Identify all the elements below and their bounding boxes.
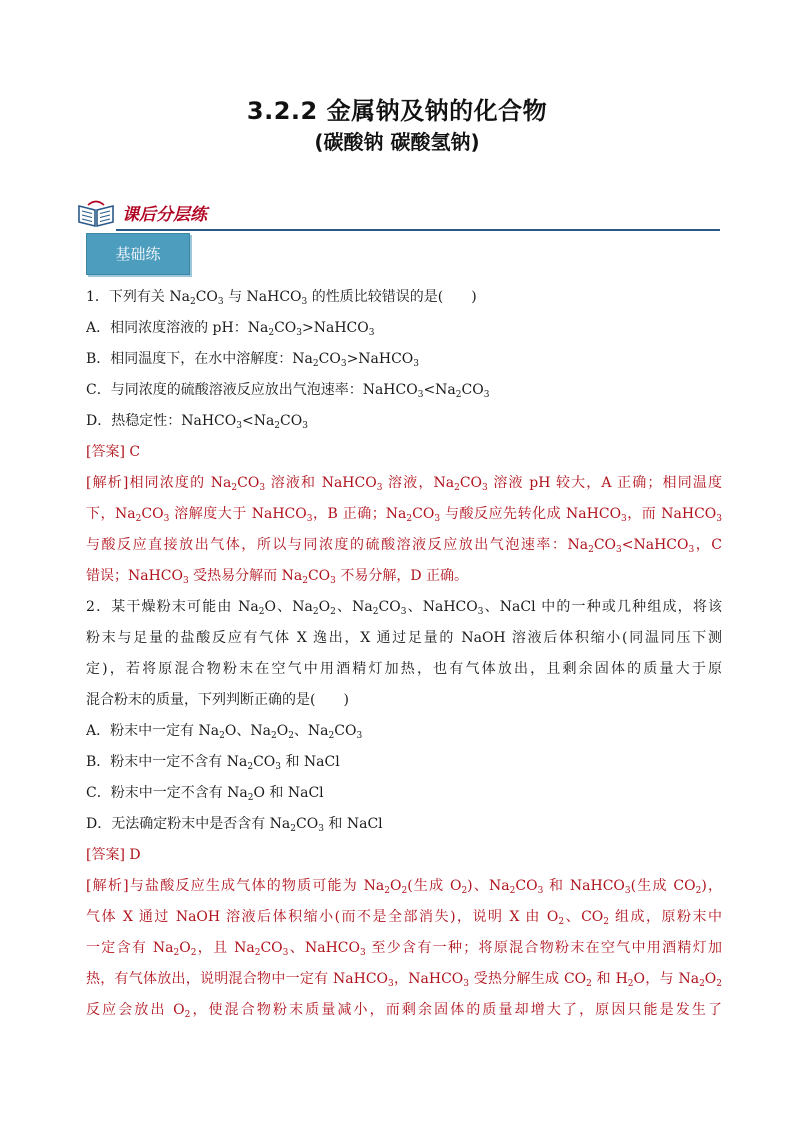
text-line: [答案] C xyxy=(86,444,141,460)
section-label: 课后分层练 xyxy=(122,205,207,225)
text-line: 与酸反应直接放出气体，所以与同浓度的硫酸溶液反应放出气泡速率：$Na_2CO_3<NaHCO_3$，C xyxy=(86,537,722,555)
text-line: [解析]相同浓度的 $Na_2CO_3$ 溶液和 NaHCO$_3$ 溶液，$Na_2CO_3$ 溶液 pH 较大，A 正确；相同温度 xyxy=(86,475,722,493)
text-line: 定)，若将原混合物粉末在空气中用酒精灯加热，也有气体放出，且剩余固体的质量大于原 xyxy=(86,661,722,677)
text-line: A．相同浓度溶液的 pH：$Na_2CO_3>NaHCO_3$ xyxy=(86,320,375,338)
text-line: 气体 X 通过 NaOH 溶液后体积缩小(而不是全部消失)，说明 X 由 $O_2$、$CO_2$ 组成，原粉末中 xyxy=(86,909,722,927)
text-line: [答案] D xyxy=(86,847,141,863)
text-line: 错误；NaHCO$_3$ 受热易分解而 $Na_2CO_3$ 不易分解，D 正确。 xyxy=(86,568,469,586)
text-line: D．热稳定性：$NaHCO_3<Na_2CO_3$ xyxy=(86,413,308,431)
text-line: C．粉末中一定不含有 $Na_2O$ 和 NaCl xyxy=(86,785,324,803)
text-line: 一定含有 $Na_2O_2$，且 $Na_2CO_3$、NaHCO$_3$ 至少含有一种；将原混合物粉末在空气中用酒精灯加 xyxy=(86,940,722,958)
text-line: B．粉末中一定不含有 $Na_2CO_3$ 和 NaCl xyxy=(86,754,340,772)
text-line: 热，有气体放出，说明混合物中一定有 NaHCO$_3$，NaHCO$_3$ 受热分解生成 $CO_2$ 和 $H_2O$，与 $Na_2O_2$ xyxy=(86,971,722,989)
text-line: 混合粉末的质量，下列判断正确的是( ) xyxy=(86,692,349,708)
text-line: 2．某干燥粉末可能由 $Na_2O$、$Na_2O_2$、$Na_2CO_3$、NaHCO$_3$、NaCl 中的一种或几种组成，将该 xyxy=(86,599,722,617)
text-line: 1．下列有关 $Na_2CO_3$ 与 NaHCO$_3$ 的性质比较错误的是( ) xyxy=(86,289,477,307)
text-line: 反应会放出 $O_2$，使混合物粉末质量减小，而剩余固体的质量却增大了，原因只能是发生了 xyxy=(86,1002,722,1020)
text-line: 下，$Na_2CO_3$ 溶解度大于 NaHCO$_3$，B 正确；$Na_2CO_3$ 与酸反应先转化成 NaHCO$_3$，而 NaHCO$_3$ xyxy=(86,506,722,524)
text-line: 粉末与足量的盐酸反应有气体 X 逸出，X 通过足量的 NaOH 溶液后体积缩小(同温同压下测 xyxy=(86,630,722,646)
header-divider xyxy=(116,229,720,231)
book-icon xyxy=(76,198,116,228)
text-line: C．与同浓度的硫酸溶液反应放出气泡速率：$NaHCO_3<Na_2CO_3$ xyxy=(86,382,490,400)
page-title: 3.2.2 金属钠及钠的化合物 xyxy=(246,97,548,125)
level-tab: 基础练 xyxy=(86,233,190,275)
question-content xyxy=(86,282,722,1026)
section-header xyxy=(76,196,720,236)
text-line: D．无法确定粉末中是否含有 $Na_2CO_3$ 和 NaCl xyxy=(86,816,383,834)
text-line: B．相同温度下，在水中溶解度：$Na_2CO_3>NaHCO_3$ xyxy=(86,351,420,369)
page-subtitle: (碳酸钠 碳酸氢钠) xyxy=(314,130,480,154)
text-line: [解析]与盐酸反应生成气体的物质可能为 $Na_2O_2$(生成 $O_2$)、$Na_2CO_3$ 和 NaHCO$_3$(生成 $CO_2$)， xyxy=(86,878,722,896)
text-line: A．粉末中一定有 $Na_2O$、$Na_2O_2$、$Na_2CO_3$ xyxy=(86,723,363,741)
